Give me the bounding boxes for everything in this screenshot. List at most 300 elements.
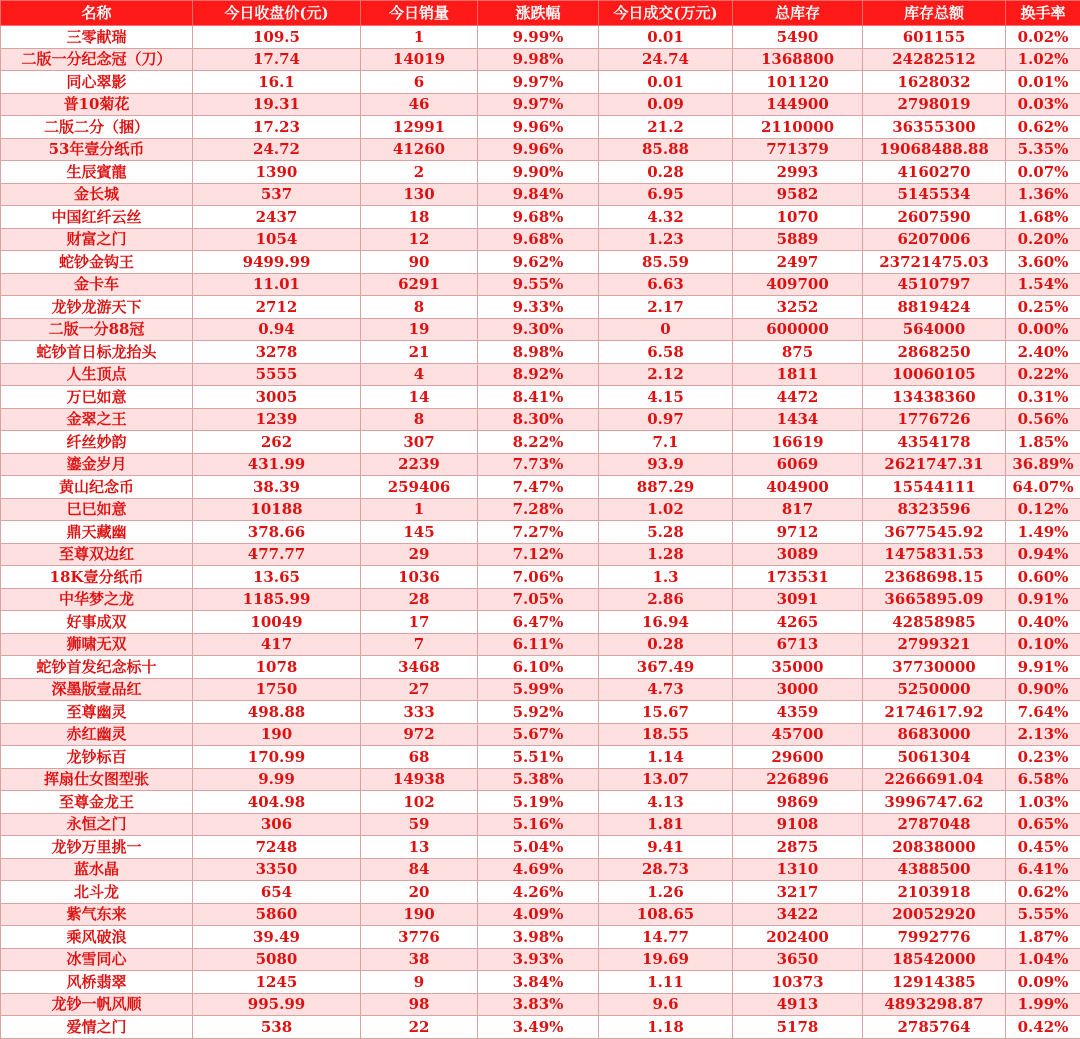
cell-sales-volume: 333 [361, 701, 478, 724]
cell-change-percent: 8.98% [478, 341, 599, 364]
cell-sales-volume: 8 [361, 408, 478, 431]
cell-close-price: 537 [193, 183, 361, 206]
table-row [1, 318, 1080, 341]
cell-total-stock: 5178 [733, 1016, 863, 1039]
cell-turnover-rate: 0.45% [1006, 836, 1080, 859]
table-row [1, 701, 1080, 724]
cell-turnover-rate: 1.03% [1006, 791, 1080, 814]
cell-stock-value: 13438360 [863, 386, 1006, 409]
cell-change-percent: 9.84% [478, 183, 599, 206]
cell-total-stock: 2993 [733, 161, 863, 184]
cell-close-price: 1750 [193, 678, 361, 701]
cell-total-stock: 5490 [733, 26, 863, 49]
cell-stock-value: 601155 [863, 26, 1006, 49]
cell-close-price: 262 [193, 431, 361, 454]
cell-change-percent: 5.67% [478, 723, 599, 746]
cell-turnover-rate: 1.02% [1006, 48, 1080, 71]
cell-stock-value: 1628032 [863, 71, 1006, 94]
cell-name: 生辰賓龍 [1, 161, 193, 184]
table-row [1, 431, 1080, 454]
cell-total-stock: 5889 [733, 228, 863, 251]
cell-sales-volume: 12 [361, 228, 478, 251]
cell-total-stock: 6069 [733, 453, 863, 476]
cell-stock-value: 7992776 [863, 926, 1006, 949]
cell-stock-value: 2799321 [863, 633, 1006, 656]
cell-turnover-amount: 1.3 [599, 566, 733, 589]
cell-turnover-amount: 21.2 [599, 116, 733, 139]
cell-total-stock: 771379 [733, 138, 863, 161]
cell-turnover-rate: 7.64% [1006, 701, 1080, 724]
cell-total-stock: 9712 [733, 521, 863, 544]
cell-close-price: 654 [193, 881, 361, 904]
table-row [1, 138, 1080, 161]
cell-total-stock: 4472 [733, 386, 863, 409]
cell-total-stock: 3089 [733, 543, 863, 566]
cell-close-price: 1185.99 [193, 588, 361, 611]
cell-total-stock: 4359 [733, 701, 863, 724]
cell-turnover-rate: 0.62% [1006, 116, 1080, 139]
cell-change-percent: 9.68% [478, 228, 599, 251]
cell-turnover-rate: 5.55% [1006, 903, 1080, 926]
cell-turnover-rate: 0.23% [1006, 746, 1080, 769]
cell-turnover-rate: 0.25% [1006, 296, 1080, 319]
cell-close-price: 417 [193, 633, 361, 656]
cell-change-percent: 9.68% [478, 206, 599, 229]
cell-sales-volume: 41260 [361, 138, 478, 161]
cell-change-percent: 4.69% [478, 858, 599, 881]
table-row [1, 813, 1080, 836]
cell-stock-value: 2103918 [863, 881, 1006, 904]
cell-turnover-rate: 0.60% [1006, 566, 1080, 589]
cell-turnover-rate: 1.85% [1006, 431, 1080, 454]
cell-total-stock: 3252 [733, 296, 863, 319]
cell-total-stock: 1070 [733, 206, 863, 229]
cell-stock-value: 42858985 [863, 611, 1006, 634]
cell-name: 纤丝妙韵 [1, 431, 193, 454]
cell-turnover-rate: 1.49% [1006, 521, 1080, 544]
cell-turnover-amount: 19.69 [599, 948, 733, 971]
table-row [1, 791, 1080, 814]
cell-turnover-amount: 18.55 [599, 723, 733, 746]
cell-sales-volume: 4 [361, 363, 478, 386]
cell-turnover-rate: 0.03% [1006, 93, 1080, 116]
cell-name: 53年壹分纸币 [1, 138, 193, 161]
cell-change-percent: 9.33% [478, 296, 599, 319]
cell-stock-value: 20838000 [863, 836, 1006, 859]
header-close-price: 今日收盘价(元) [193, 1, 361, 26]
cell-close-price: 19.31 [193, 93, 361, 116]
cell-sales-volume: 68 [361, 746, 478, 769]
cell-close-price: 3278 [193, 341, 361, 364]
header-total-stock: 总库存 [733, 1, 863, 26]
cell-total-stock: 2497 [733, 251, 863, 274]
cell-sales-volume: 307 [361, 431, 478, 454]
cell-sales-volume: 3776 [361, 926, 478, 949]
cell-total-stock: 29600 [733, 746, 863, 769]
cell-sales-volume: 7 [361, 633, 478, 656]
table-row [1, 251, 1080, 274]
cell-name: 永恒之门 [1, 813, 193, 836]
cell-name: 龙钞万里挑一 [1, 836, 193, 859]
cell-total-stock: 3217 [733, 881, 863, 904]
cell-change-percent: 7.73% [478, 453, 599, 476]
cell-name: 黄山纪念币 [1, 476, 193, 499]
cell-total-stock: 202400 [733, 926, 863, 949]
cell-change-percent: 7.12% [478, 543, 599, 566]
cell-stock-value: 24282512 [863, 48, 1006, 71]
cell-turnover-amount: 4.15 [599, 386, 733, 409]
cell-close-price: 190 [193, 723, 361, 746]
cell-turnover-rate: 0.94% [1006, 543, 1080, 566]
cell-stock-value: 3677545.92 [863, 521, 1006, 544]
cell-total-stock: 875 [733, 341, 863, 364]
cell-close-price: 13.65 [193, 566, 361, 589]
cell-change-percent: 4.09% [478, 903, 599, 926]
table-row [1, 273, 1080, 296]
cell-turnover-rate: 6.41% [1006, 858, 1080, 881]
cell-stock-value: 2368698.15 [863, 566, 1006, 589]
cell-sales-volume: 14 [361, 386, 478, 409]
cell-change-percent: 3.98% [478, 926, 599, 949]
cell-name: 赤红幽灵 [1, 723, 193, 746]
cell-total-stock: 409700 [733, 273, 863, 296]
cell-close-price: 306 [193, 813, 361, 836]
cell-turnover-rate: 1.04% [1006, 948, 1080, 971]
cell-stock-value: 3996747.62 [863, 791, 1006, 814]
cell-total-stock: 1811 [733, 363, 863, 386]
cell-total-stock: 45700 [733, 723, 863, 746]
cell-turnover-amount: 367.49 [599, 656, 733, 679]
cell-change-percent: 5.16% [478, 813, 599, 836]
cell-turnover-amount: 4.32 [599, 206, 733, 229]
cell-close-price: 10049 [193, 611, 361, 634]
cell-name: 鎏金岁月 [1, 453, 193, 476]
cell-total-stock: 35000 [733, 656, 863, 679]
cell-sales-volume: 8 [361, 296, 478, 319]
cell-turnover-amount: 1.23 [599, 228, 733, 251]
cell-total-stock: 9582 [733, 183, 863, 206]
cell-close-price: 378.66 [193, 521, 361, 544]
cell-sales-volume: 21 [361, 341, 478, 364]
cell-name: 同心翠影 [1, 71, 193, 94]
cell-name: 金卡车 [1, 273, 193, 296]
cell-turnover-amount: 6.95 [599, 183, 733, 206]
cell-stock-value: 10060105 [863, 363, 1006, 386]
cell-stock-value: 1776726 [863, 408, 1006, 431]
cell-name: 冰雪同心 [1, 948, 193, 971]
cell-turnover-rate: 2.13% [1006, 723, 1080, 746]
cell-stock-value: 2607590 [863, 206, 1006, 229]
cell-turnover-rate: 1.99% [1006, 993, 1080, 1016]
cell-sales-volume: 3468 [361, 656, 478, 679]
table-row [1, 71, 1080, 94]
cell-change-percent: 9.99% [478, 26, 599, 49]
cell-total-stock: 3650 [733, 948, 863, 971]
cell-change-percent: 7.28% [478, 498, 599, 521]
cell-name: 蓝水晶 [1, 858, 193, 881]
cell-name: 至尊双边红 [1, 543, 193, 566]
cell-sales-volume: 59 [361, 813, 478, 836]
cell-total-stock: 3422 [733, 903, 863, 926]
cell-sales-volume: 972 [361, 723, 478, 746]
cell-turnover-amount: 7.1 [599, 431, 733, 454]
cell-turnover-amount: 4.13 [599, 791, 733, 814]
cell-change-percent: 9.55% [478, 273, 599, 296]
cell-sales-volume: 102 [361, 791, 478, 814]
cell-turnover-rate: 0.10% [1006, 633, 1080, 656]
table-row [1, 116, 1080, 139]
cell-close-price: 39.49 [193, 926, 361, 949]
cell-change-percent: 9.98% [478, 48, 599, 71]
cell-turnover-amount: 5.28 [599, 521, 733, 544]
cell-sales-volume: 6291 [361, 273, 478, 296]
cell-change-percent: 8.22% [478, 431, 599, 454]
cell-sales-volume: 1 [361, 498, 478, 521]
cell-close-price: 17.74 [193, 48, 361, 71]
table-row [1, 566, 1080, 589]
cell-total-stock: 2875 [733, 836, 863, 859]
cell-sales-volume: 22 [361, 1016, 478, 1039]
table-header [1, 1, 1080, 26]
cell-stock-value: 19068488.88 [863, 138, 1006, 161]
cell-close-price: 0.94 [193, 318, 361, 341]
cell-turnover-rate: 36.89% [1006, 453, 1080, 476]
cell-name: 好事成双 [1, 611, 193, 634]
cell-sales-volume: 20 [361, 881, 478, 904]
table-row [1, 453, 1080, 476]
cell-stock-value: 8683000 [863, 723, 1006, 746]
cell-stock-value: 8323596 [863, 498, 1006, 521]
cell-change-percent: 9.62% [478, 251, 599, 274]
cell-stock-value: 5250000 [863, 678, 1006, 701]
cell-total-stock: 9108 [733, 813, 863, 836]
cell-turnover-amount: 0.28 [599, 633, 733, 656]
cell-close-price: 170.99 [193, 746, 361, 769]
cell-name: 风桥翡翠 [1, 971, 193, 994]
table-row [1, 543, 1080, 566]
cell-turnover-rate: 0.62% [1006, 881, 1080, 904]
cell-change-percent: 3.84% [478, 971, 599, 994]
cell-name: 龙钞标百 [1, 746, 193, 769]
cell-turnover-rate: 0.90% [1006, 678, 1080, 701]
cell-sales-volume: 145 [361, 521, 478, 544]
cell-turnover-rate: 1.36% [1006, 183, 1080, 206]
table-row [1, 903, 1080, 926]
cell-turnover-amount: 2.86 [599, 588, 733, 611]
cell-turnover-amount: 28.73 [599, 858, 733, 881]
cell-name: 深墨版壹品红 [1, 678, 193, 701]
cell-change-percent: 5.92% [478, 701, 599, 724]
table-row [1, 476, 1080, 499]
cell-sales-volume: 14019 [361, 48, 478, 71]
table-row [1, 363, 1080, 386]
cell-total-stock: 600000 [733, 318, 863, 341]
cell-name: 人生顶点 [1, 363, 193, 386]
cell-stock-value: 2266691.04 [863, 768, 1006, 791]
cell-turnover-rate: 0.02% [1006, 26, 1080, 49]
cell-stock-value: 5061304 [863, 746, 1006, 769]
cell-change-percent: 6.11% [478, 633, 599, 656]
table-row [1, 858, 1080, 881]
cell-name: 财富之门 [1, 228, 193, 251]
cell-close-price: 431.99 [193, 453, 361, 476]
cell-total-stock: 404900 [733, 476, 863, 499]
cell-sales-volume: 190 [361, 903, 478, 926]
cell-stock-value: 2785764 [863, 1016, 1006, 1039]
cell-stock-value: 4510797 [863, 273, 1006, 296]
cell-stock-value: 23721475.03 [863, 251, 1006, 274]
cell-turnover-rate: 5.35% [1006, 138, 1080, 161]
table-row [1, 183, 1080, 206]
cell-change-percent: 9.96% [478, 138, 599, 161]
table-row [1, 228, 1080, 251]
cell-turnover-amount: 2.17 [599, 296, 733, 319]
cell-total-stock: 10373 [733, 971, 863, 994]
cell-close-price: 1245 [193, 971, 361, 994]
cell-turnover-amount: 1.11 [599, 971, 733, 994]
table-row [1, 633, 1080, 656]
cell-close-price: 9.99 [193, 768, 361, 791]
cell-total-stock: 101120 [733, 71, 863, 94]
cell-name: 至尊幽灵 [1, 701, 193, 724]
cell-stock-value: 20052920 [863, 903, 1006, 926]
cell-turnover-amount: 0 [599, 318, 733, 341]
cell-turnover-amount: 2.12 [599, 363, 733, 386]
cell-sales-volume: 29 [361, 543, 478, 566]
cell-turnover-amount: 108.65 [599, 903, 733, 926]
cell-change-percent: 3.93% [478, 948, 599, 971]
cell-name: 挥扇仕女图型张 [1, 768, 193, 791]
cell-stock-value: 2174617.92 [863, 701, 1006, 724]
cell-turnover-rate: 64.07% [1006, 476, 1080, 499]
table-row [1, 296, 1080, 319]
cell-turnover-amount: 93.9 [599, 453, 733, 476]
cell-turnover-rate: 0.00% [1006, 318, 1080, 341]
cell-turnover-rate: 0.22% [1006, 363, 1080, 386]
cell-sales-volume: 46 [361, 93, 478, 116]
cell-stock-value: 15544111 [863, 476, 1006, 499]
table-row [1, 161, 1080, 184]
table-row [1, 1016, 1080, 1039]
header-turnover-amount: 今日成交(万元) [599, 1, 733, 26]
cell-sales-volume: 19 [361, 318, 478, 341]
cell-turnover-amount: 0.97 [599, 408, 733, 431]
cell-turnover-amount: 9.6 [599, 993, 733, 1016]
cell-turnover-amount: 0.09 [599, 93, 733, 116]
header-change-percent: 涨跌幅 [478, 1, 599, 26]
cell-total-stock: 16619 [733, 431, 863, 454]
table-row [1, 498, 1080, 521]
table-row [1, 521, 1080, 544]
table-row [1, 386, 1080, 409]
table-row [1, 993, 1080, 1016]
cell-total-stock: 144900 [733, 93, 863, 116]
table-row [1, 836, 1080, 859]
cell-stock-value: 6207006 [863, 228, 1006, 251]
cell-stock-value: 2621747.31 [863, 453, 1006, 476]
cell-stock-value: 4354178 [863, 431, 1006, 454]
cell-turnover-amount: 16.94 [599, 611, 733, 634]
cell-turnover-rate: 0.65% [1006, 813, 1080, 836]
cell-turnover-rate: 1.54% [1006, 273, 1080, 296]
cell-close-price: 17.23 [193, 116, 361, 139]
cell-change-percent: 7.05% [478, 588, 599, 611]
header-sales-volume: 今日销量 [361, 1, 478, 26]
cell-turnover-amount: 85.59 [599, 251, 733, 274]
cell-turnover-rate: 0.56% [1006, 408, 1080, 431]
table-row [1, 48, 1080, 71]
cell-sales-volume: 28 [361, 588, 478, 611]
table-row [1, 948, 1080, 971]
cell-close-price: 3350 [193, 858, 361, 881]
cell-turnover-rate: 0.40% [1006, 611, 1080, 634]
cell-turnover-amount: 15.67 [599, 701, 733, 724]
header-turnover-rate: 换手率 [1006, 1, 1080, 26]
cell-stock-value: 1475831.53 [863, 543, 1006, 566]
cell-turnover-amount: 13.07 [599, 768, 733, 791]
cell-turnover-rate: 2.40% [1006, 341, 1080, 364]
table-row [1, 408, 1080, 431]
cell-turnover-rate: 0.12% [1006, 498, 1080, 521]
cell-change-percent: 9.90% [478, 161, 599, 184]
cell-name: 中国红纤云丝 [1, 206, 193, 229]
cell-turnover-amount: 0.01 [599, 71, 733, 94]
cell-turnover-rate: 0.01% [1006, 71, 1080, 94]
cell-close-price: 1054 [193, 228, 361, 251]
cell-sales-volume: 12991 [361, 116, 478, 139]
cell-total-stock: 173531 [733, 566, 863, 589]
cell-name: 爱情之门 [1, 1016, 193, 1039]
table-row [1, 611, 1080, 634]
cell-stock-value: 4160270 [863, 161, 1006, 184]
cell-close-price: 24.72 [193, 138, 361, 161]
cell-name: 龙钞龙游天下 [1, 296, 193, 319]
cell-close-price: 498.88 [193, 701, 361, 724]
cell-turnover-rate: 1.68% [1006, 206, 1080, 229]
cell-change-percent: 7.06% [478, 566, 599, 589]
cell-name: 二版一分88冠 [1, 318, 193, 341]
cell-total-stock: 1310 [733, 858, 863, 881]
cell-name: 至尊金龙王 [1, 791, 193, 814]
table-row [1, 656, 1080, 679]
cell-close-price: 16.1 [193, 71, 361, 94]
cell-name: 18K壹分纸币 [1, 566, 193, 589]
table-row [1, 341, 1080, 364]
cell-turnover-amount: 14.77 [599, 926, 733, 949]
cell-change-percent: 5.38% [478, 768, 599, 791]
cell-total-stock: 4913 [733, 993, 863, 1016]
cell-turnover-rate: 1.87% [1006, 926, 1080, 949]
cell-change-percent: 6.10% [478, 656, 599, 679]
cell-close-price: 9499.99 [193, 251, 361, 274]
cell-close-price: 11.01 [193, 273, 361, 296]
cell-change-percent: 7.47% [478, 476, 599, 499]
cell-close-price: 38.39 [193, 476, 361, 499]
cell-turnover-rate: 0.07% [1006, 161, 1080, 184]
cell-turnover-amount: 6.58 [599, 341, 733, 364]
cell-change-percent: 9.96% [478, 116, 599, 139]
table-row [1, 746, 1080, 769]
cell-total-stock: 6713 [733, 633, 863, 656]
cell-change-percent: 5.99% [478, 678, 599, 701]
cell-turnover-amount: 1.02 [599, 498, 733, 521]
cell-sales-volume: 1036 [361, 566, 478, 589]
cell-stock-value: 2798019 [863, 93, 1006, 116]
cell-close-price: 1239 [193, 408, 361, 431]
cell-close-price: 5555 [193, 363, 361, 386]
cell-total-stock: 1368800 [733, 48, 863, 71]
cell-sales-volume: 18 [361, 206, 478, 229]
